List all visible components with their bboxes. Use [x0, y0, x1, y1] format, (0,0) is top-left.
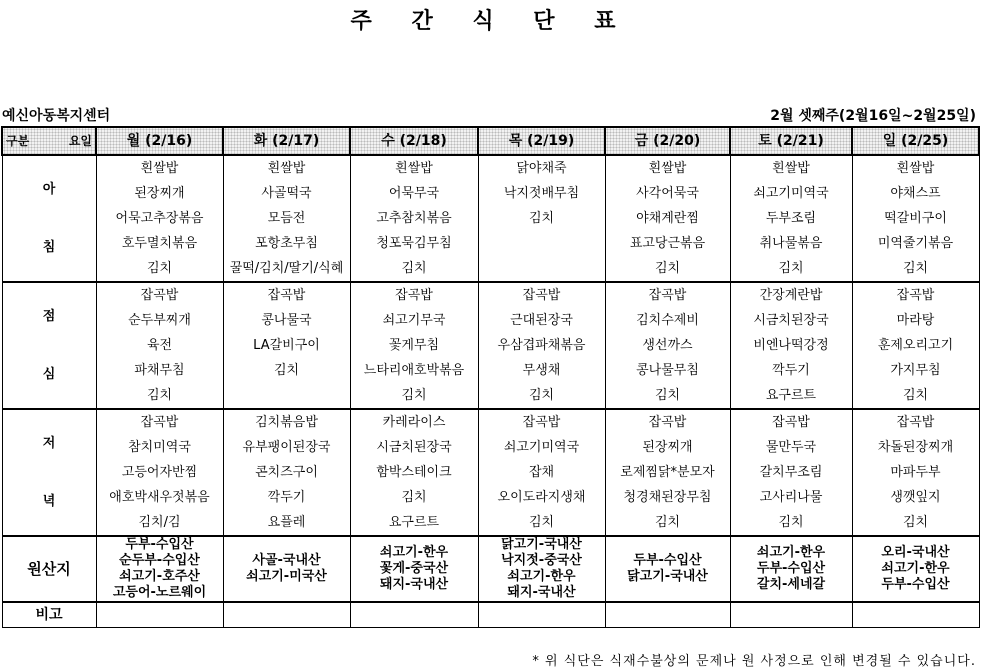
- menu-item: 시금치된장국: [730, 308, 852, 333]
- origin-line: 갈치-세네갈: [756, 577, 826, 592]
- menu-item: 야채계란찜: [605, 206, 730, 231]
- menu-item: 김치: [350, 256, 478, 282]
- origin-line: 쇠고기-한우: [881, 561, 950, 576]
- menu-item: 된장찌개: [96, 181, 223, 206]
- menu-item: 닭야채죽: [478, 155, 605, 181]
- day-header: 일 (2/25): [852, 127, 979, 155]
- menu-item: 잡곡밥: [852, 409, 979, 435]
- menu-item: 꿀떡/김치/딸기/식혜: [223, 256, 350, 282]
- header-corner: [2, 127, 96, 155]
- menu-item: 육전: [96, 333, 223, 358]
- dinner-row: [2, 409, 979, 435]
- origin-line: 쇠고기-한우: [756, 545, 826, 560]
- day-header: 금 (2/20): [605, 127, 730, 155]
- menu-item: 콩나물국: [223, 308, 350, 333]
- menu-item: 사골떡국: [223, 181, 350, 206]
- menu-item: 잡곡밥: [223, 282, 350, 308]
- menu-item: 김치: [350, 485, 478, 510]
- header-day-label: 요일: [68, 134, 92, 148]
- meal-label-bottom: 침: [42, 239, 56, 255]
- header-category-label: 구분: [6, 134, 30, 148]
- menu-item: 잡곡밥: [605, 282, 730, 308]
- menu-item: 김치: [223, 358, 350, 383]
- note-cell: [730, 602, 852, 628]
- menu-item: 꽃게무침: [350, 333, 478, 358]
- menu-item: 사각어묵국: [605, 181, 730, 206]
- menu-item: 잡곡밥: [478, 409, 605, 435]
- menu-item: 김치: [350, 383, 478, 409]
- menu-item: 근대된장국: [478, 308, 605, 333]
- origin-cell: [96, 536, 223, 602]
- table-header-row: [2, 127, 979, 155]
- note-row: [2, 602, 979, 628]
- origin-cell: [223, 536, 350, 602]
- origin-line: 두부-수입산: [125, 537, 194, 552]
- menu-item: 흰쌀밥: [852, 155, 979, 181]
- day-header: 토 (2/21): [730, 127, 852, 155]
- meal-label-top: 점: [42, 308, 56, 324]
- menu-item: 잡곡밥: [730, 409, 852, 435]
- menu-item: 된장찌개: [605, 435, 730, 460]
- menu-item: 애호박새우젓볶음: [96, 485, 223, 510]
- menu-item: 무생채: [478, 358, 605, 383]
- menu-item: 잡곡밥: [350, 282, 478, 308]
- lunch-row: [2, 383, 979, 409]
- menu-item: 청경채된장무침: [605, 485, 730, 510]
- day-header: 목 (2/19): [478, 127, 605, 155]
- menu-item: 표고당근볶음: [605, 231, 730, 256]
- weekly-menu-table: [1, 126, 980, 628]
- menu-item: 김치: [852, 383, 979, 409]
- menu-item: 잡곡밥: [96, 409, 223, 435]
- menu-item: [478, 256, 605, 282]
- menu-item: 김치: [96, 383, 223, 409]
- origin-line: 오리-국내산: [881, 545, 950, 560]
- note-cell: [478, 602, 605, 628]
- menu-item: 느타리애호박볶음: [350, 358, 478, 383]
- origin-cell: [350, 536, 478, 602]
- menu-item: 잡곡밥: [605, 409, 730, 435]
- note-cell: [350, 602, 478, 628]
- menu-item: 카레라이스: [350, 409, 478, 435]
- menu-item: 로제찜닭*분모자: [605, 460, 730, 485]
- menu-item: 김치: [730, 510, 852, 536]
- lunch-row: [2, 358, 979, 383]
- menu-item: 오이도라지생채: [478, 485, 605, 510]
- menu-item: 고추참치볶음: [350, 206, 478, 231]
- origin-line: 순두부-수입산: [119, 553, 200, 568]
- menu-item: 흰쌀밥: [605, 155, 730, 181]
- origin-cell: [852, 536, 979, 602]
- menu-item: 김치/김: [96, 510, 223, 536]
- breakfast-row: [2, 206, 979, 231]
- menu-item: 김치: [852, 256, 979, 282]
- origin-line: 쇠고기-호주산: [119, 569, 200, 584]
- menu-item: 마파두부: [852, 460, 979, 485]
- menu-item: 갈치무조림: [730, 460, 852, 485]
- day-header: 수 (2/18): [350, 127, 478, 155]
- menu-item: 요플레: [223, 510, 350, 536]
- menu-item: 우삼겹파채볶음: [478, 333, 605, 358]
- menu-item: 흰쌀밥: [96, 155, 223, 181]
- menu-item: 고사리나물: [730, 485, 852, 510]
- meal-label-bottom: 녁: [42, 493, 56, 509]
- dinner-label: [2, 409, 96, 536]
- menu-item: 김치수제비: [605, 308, 730, 333]
- menu-item: 마라탕: [852, 308, 979, 333]
- meal-label-top: 아: [42, 181, 56, 197]
- menu-item: 취나물볶음: [730, 231, 852, 256]
- menu-item: 쇠고기무국: [350, 308, 478, 333]
- menu-item: 흰쌀밥: [223, 155, 350, 181]
- note-label: 비고: [2, 602, 96, 628]
- menu-item: 간장계란밥: [730, 282, 852, 308]
- menu-item: 김치: [478, 383, 605, 409]
- origin-line: 두부-수입산: [756, 561, 826, 576]
- note-cell: [223, 602, 350, 628]
- origin-cell: [478, 536, 605, 602]
- menu-item: 김치: [478, 510, 605, 536]
- menu-item: 김치: [852, 510, 979, 536]
- lunch-label: [2, 282, 96, 409]
- origin-line: 닭고기-국내산: [627, 569, 708, 584]
- menu-item: 호두멸치볶음: [96, 231, 223, 256]
- day-header: 화 (2/17): [223, 127, 350, 155]
- menu-item: 참치미역국: [96, 435, 223, 460]
- menu-item: 흰쌀밥: [350, 155, 478, 181]
- menu-item: LA갈비구이: [223, 333, 350, 358]
- menu-item: 어묵무국: [350, 181, 478, 206]
- breakfast-row: [2, 155, 979, 181]
- origin-line: 사골-국내산: [252, 553, 321, 568]
- menu-item: 깍두기: [223, 485, 350, 510]
- menu-item: 순두부찌개: [96, 308, 223, 333]
- menu-item: [223, 383, 350, 409]
- menu-item: 생깻잎지: [852, 485, 979, 510]
- origin-line: 닭고기-국내산: [501, 537, 582, 552]
- meal-label-bottom: 심: [42, 366, 56, 382]
- origin-line: 고등어-노르웨이: [112, 585, 207, 600]
- breakfast-row: [2, 256, 979, 282]
- menu-item: 김치: [605, 383, 730, 409]
- menu-item: 차돌된장찌개: [852, 435, 979, 460]
- origin-line: 꽃게-중국산: [379, 561, 449, 576]
- lunch-row: [2, 282, 979, 308]
- week-range: 2월 셋째주(2월16일~2월25일): [770, 108, 976, 124]
- dinner-row: [2, 510, 979, 536]
- menu-item: 포항초무침: [223, 231, 350, 256]
- menu-item: 요구르트: [730, 383, 852, 409]
- menu-item: 요구르트: [350, 510, 478, 536]
- menu-item: 미역줄기볶음: [852, 231, 979, 256]
- menu-item: 김치: [96, 256, 223, 282]
- meal-label-top: 저: [42, 435, 56, 451]
- menu-item: 훈제오리고기: [852, 333, 979, 358]
- origin-row: [2, 536, 979, 602]
- dinner-row: [2, 460, 979, 485]
- menu-item: 떡갈비구이: [852, 206, 979, 231]
- lunch-row: [2, 308, 979, 333]
- menu-item: 잡곡밥: [96, 282, 223, 308]
- menu-item: 김치: [730, 256, 852, 282]
- origin-line: 쇠고기-미국산: [246, 569, 327, 584]
- menu-item: 비엔나떡강정: [730, 333, 852, 358]
- menu-item: 잡채: [478, 460, 605, 485]
- menu-item: 김치: [605, 256, 730, 282]
- menu-item: 파채무침: [96, 358, 223, 383]
- day-header: 월 (2/16): [96, 127, 223, 155]
- menu-item: 흰쌀밥: [730, 155, 852, 181]
- origin-cell: [730, 536, 852, 602]
- menu-item: 콘치즈구이: [223, 460, 350, 485]
- lunch-row: [2, 333, 979, 358]
- menu-item: 함박스테이크: [350, 460, 478, 485]
- menu-item: [478, 231, 605, 256]
- menu-item: 가지무침: [852, 358, 979, 383]
- footer-note: * 위 식단은 식재수불상의 문제나 원 사정으로 인해 변경될 수 있습니다.: [532, 654, 976, 669]
- menu-item: 깍두기: [730, 358, 852, 383]
- organization-name: 예신아동복지센터: [2, 108, 111, 124]
- note-cell: [852, 602, 979, 628]
- menu-item: 쇠고기미역국: [730, 181, 852, 206]
- origin-line: 돼지-국내산: [379, 577, 449, 592]
- menu-item: 김치: [605, 510, 730, 536]
- menu-item: 쇠고기미역국: [478, 435, 605, 460]
- menu-item: 두부조림: [730, 206, 852, 231]
- page-title: 주 간 식 단 표: [350, 9, 632, 34]
- menu-item: 유부팽이된장국: [223, 435, 350, 460]
- origin-line: 두부-수입산: [633, 553, 702, 568]
- origin-line: 쇠고기-한우: [507, 569, 576, 584]
- menu-item: 시금치된장국: [350, 435, 478, 460]
- menu-item: 콩나물무침: [605, 358, 730, 383]
- menu-item: 물만두국: [730, 435, 852, 460]
- origin-line: 낙지젓-중국산: [501, 553, 582, 568]
- menu-item: 고등어자반찜: [96, 460, 223, 485]
- breakfast-label: [2, 155, 96, 282]
- menu-item: 청포묵김무침: [350, 231, 478, 256]
- note-cell: [96, 602, 223, 628]
- dinner-row: [2, 435, 979, 460]
- menu-item: 모듬전: [223, 206, 350, 231]
- note-cell: [605, 602, 730, 628]
- menu-item: 김치: [478, 206, 605, 231]
- origin-label: 원산지: [2, 536, 96, 602]
- breakfast-row: [2, 231, 979, 256]
- origin-cell: [605, 536, 730, 602]
- origin-line: 두부-수입산: [881, 577, 950, 592]
- breakfast-row: [2, 181, 979, 206]
- menu-item: 야채스프: [852, 181, 979, 206]
- dinner-row: [2, 485, 979, 510]
- origin-line: 돼지-국내산: [507, 585, 576, 600]
- menu-item: 어묵고추장볶음: [96, 206, 223, 231]
- menu-item: 잡곡밥: [478, 282, 605, 308]
- menu-item: 낙지젓배무침: [478, 181, 605, 206]
- menu-item: 생선까스: [605, 333, 730, 358]
- origin-line: 쇠고기-한우: [379, 545, 449, 560]
- menu-item: 김치볶음밥: [223, 409, 350, 435]
- menu-item: 잡곡밥: [852, 282, 979, 308]
